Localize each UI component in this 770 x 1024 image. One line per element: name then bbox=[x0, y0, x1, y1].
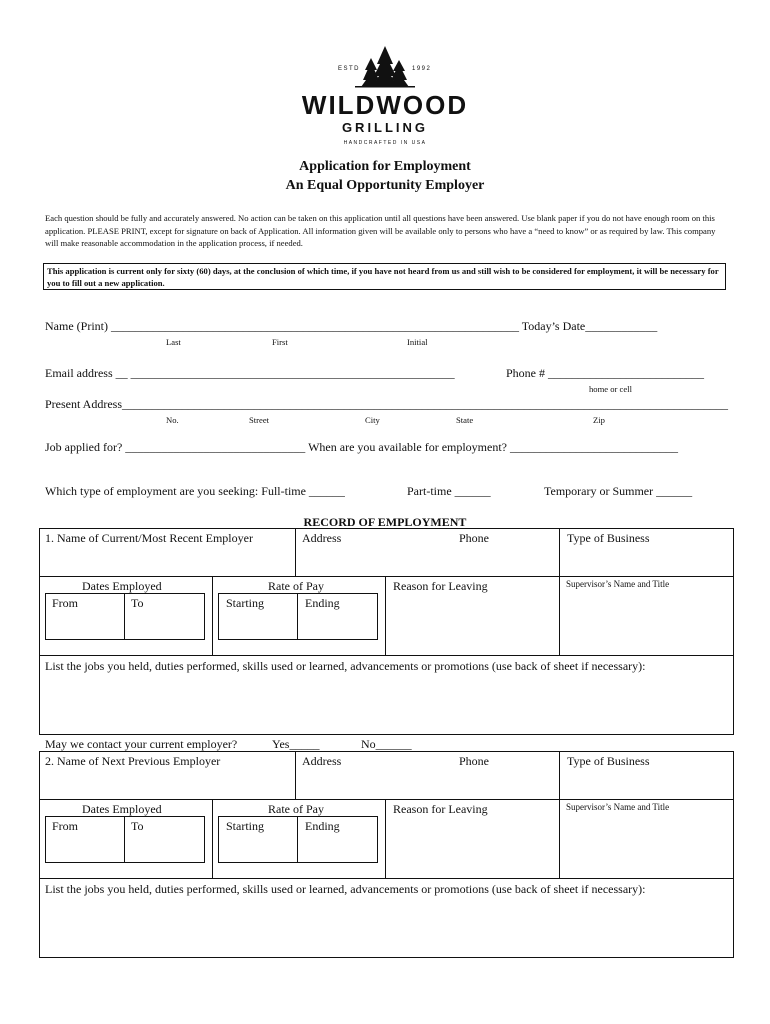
estd-label: ESTD bbox=[338, 66, 361, 72]
name-last-label: Last bbox=[166, 337, 181, 347]
employer-1-phone-label[interactable]: Phone bbox=[459, 531, 489, 545]
employer-2-phone-label[interactable]: Phone bbox=[459, 754, 489, 768]
brand-name: WILDWOOD bbox=[301, 90, 469, 120]
addr-city-label: City bbox=[365, 415, 380, 425]
address-field[interactable]: Present Address_____________________________________________________________________________________________________ bbox=[45, 397, 728, 411]
employer-1-type-label[interactable]: Type of Business bbox=[567, 531, 650, 545]
employer-2-type-label[interactable]: Type of Business bbox=[567, 754, 650, 768]
phone-field[interactable]: Phone # __________________________ bbox=[506, 366, 704, 380]
parttime-field[interactable]: Part-time ______ bbox=[407, 484, 491, 498]
brand-subname: GRILLING bbox=[341, 120, 429, 135]
employer-1-rate-label: Rate of Pay bbox=[268, 579, 324, 593]
addr-street-label: Street bbox=[249, 415, 270, 425]
temporary-field[interactable]: Temporary or Summer ______ bbox=[544, 484, 693, 498]
employer-1-duties-label[interactable]: List the jobs you held, duties performed, skills used or learned, advancements or promotions (use back of sheet if necessary): bbox=[45, 659, 646, 673]
employer-2-name-label[interactable]: 2. Name of Next Previous Employer bbox=[45, 754, 221, 768]
contact-no-field[interactable]: No______ bbox=[361, 737, 412, 751]
addr-zip-label: Zip bbox=[593, 415, 605, 425]
record-heading: RECORD OF EMPLOYMENT bbox=[303, 515, 467, 529]
email-field[interactable]: Email address __ ______________________________________________________ bbox=[45, 366, 455, 380]
employer-1-supervisor-label[interactable]: Supervisor’s Name and Title bbox=[566, 579, 670, 589]
employer-2-address-label[interactable]: Address bbox=[302, 754, 342, 768]
fulltime-field[interactable]: Which type of employment are you seeking: Full-time ______ bbox=[45, 484, 345, 498]
employer-1-dates-label: Dates Employed bbox=[82, 579, 162, 593]
intro-paragraph: Each question should be fully and accurately answered. No action can be taken on this application until all questions have been answered. Use blank paper if you do not have enough room on this application. PLEASE PRINT, except for signature on back of Application. All information given will be available only to persons who have a “need to know” or as required by law. This company will make reasonable accommodation in the application process, if needed. bbox=[45, 213, 716, 248]
name-initial-label: Initial bbox=[407, 337, 428, 347]
employer-1-ending-label[interactable]: Ending bbox=[305, 596, 340, 610]
addr-state-label: State bbox=[456, 415, 474, 425]
employer-2-rate-label: Rate of Pay bbox=[268, 802, 324, 816]
addr-no-label: No. bbox=[166, 415, 179, 425]
employer-2-dates-label: Dates Employed bbox=[82, 802, 162, 816]
employer-2-ending-label[interactable]: Ending bbox=[305, 819, 340, 833]
employer-1-starting-label[interactable]: Starting bbox=[226, 596, 264, 610]
employer-2-reason-label[interactable]: Reason for Leaving bbox=[393, 802, 488, 816]
job-applied-field[interactable]: Job applied for? ______________________________ When are you available for employment? ____________________________ bbox=[45, 440, 679, 454]
employer-1-to-label[interactable]: To bbox=[131, 596, 144, 610]
pine-trees-icon bbox=[355, 46, 415, 88]
employer-2-supervisor-label[interactable]: Supervisor’s Name and Title bbox=[566, 802, 670, 812]
estd-year: 1992 bbox=[412, 66, 432, 72]
contact-yes-field[interactable]: Yes_____ bbox=[272, 737, 320, 751]
page-subtitle: An Equal Opportunity Employer bbox=[285, 178, 485, 193]
contact-question: May we contact your current employer? bbox=[45, 737, 238, 751]
name-field[interactable]: Name (Print) ____________________________________________________________________ Today’s Date____________ bbox=[45, 319, 658, 333]
validity-notice: This application is current only for sixty (60) days, at the conclusion of which time, if you have not heard from us and still wish to be considered for employment, it will be necessary for you to fill out a new application. bbox=[43, 263, 726, 290]
employer-1-address-label[interactable]: Address bbox=[302, 531, 342, 545]
employer-1-name-label[interactable]: 1. Name of Current/Most Recent Employer bbox=[45, 531, 253, 545]
employer-2-to-label[interactable]: To bbox=[131, 819, 144, 833]
employer-2-from-label[interactable]: From bbox=[52, 819, 79, 833]
employer-2-duties-label[interactable]: List the jobs you held, duties performed, skills used or learned, advancements or promotions (use back of sheet if necessary): bbox=[45, 882, 646, 896]
company-logo bbox=[0, 40, 770, 152]
phone-hint: home or cell bbox=[589, 384, 632, 394]
brand-tagline: HANDCRAFTED IN USA bbox=[343, 140, 427, 146]
page-title: Application for Employment bbox=[299, 159, 471, 174]
employer-1-from-label[interactable]: From bbox=[52, 596, 79, 610]
employer-1-reason-label[interactable]: Reason for Leaving bbox=[393, 579, 488, 593]
name-first-label: First bbox=[272, 337, 288, 347]
employer-2-starting-label[interactable]: Starting bbox=[226, 819, 264, 833]
